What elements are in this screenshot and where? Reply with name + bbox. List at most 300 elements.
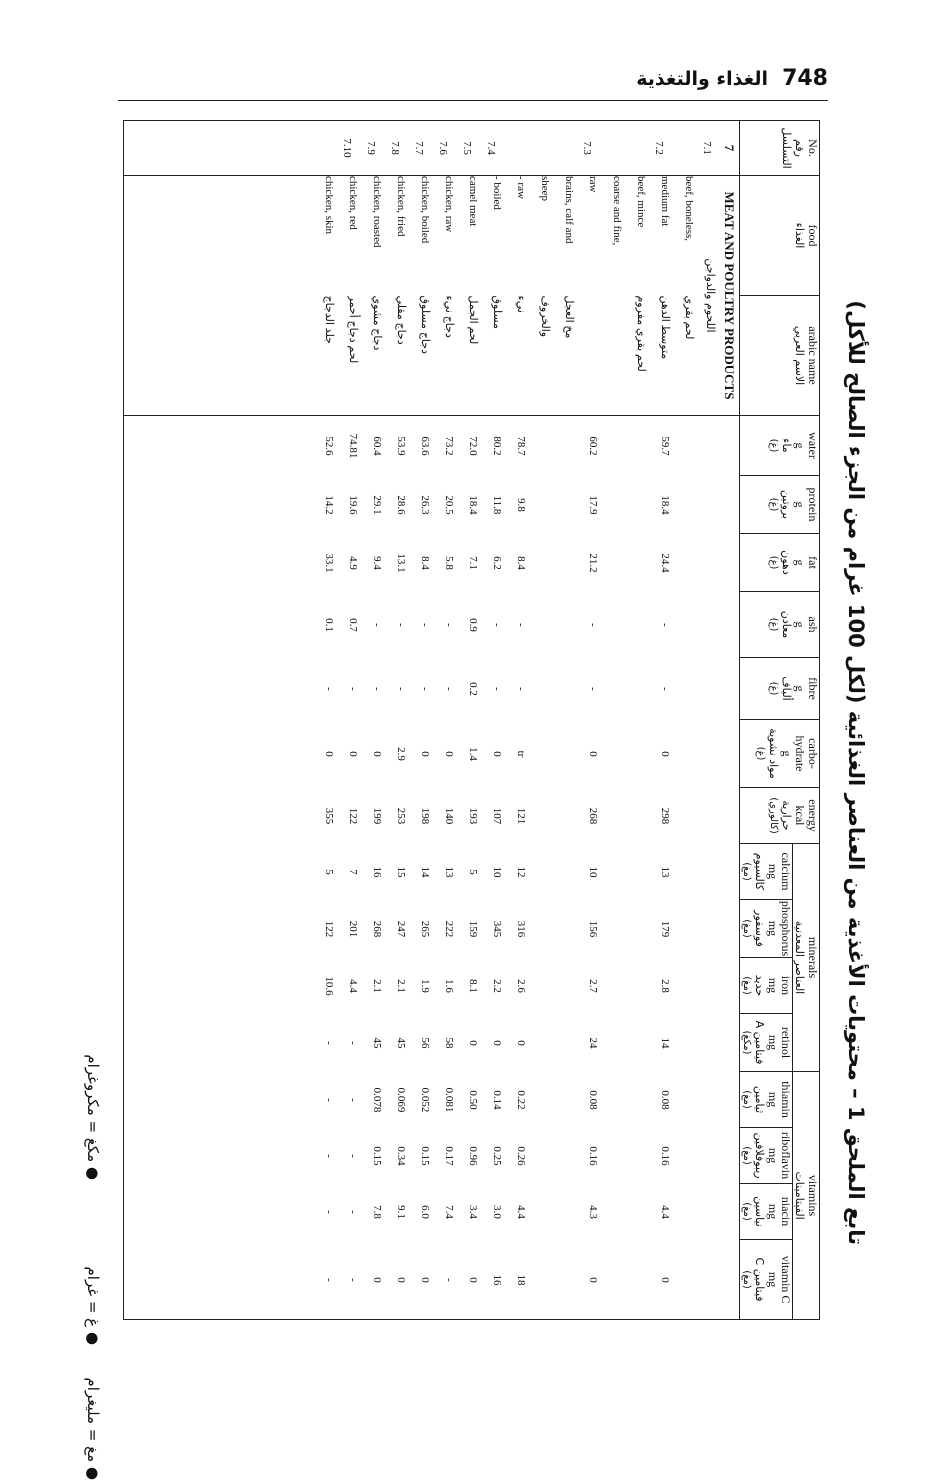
header-abbr: (مغ) — [741, 1270, 752, 1289]
value-cell: 0 — [659, 1277, 671, 1283]
value-cell: - — [443, 623, 455, 627]
col-header-fibre — [740, 658, 820, 720]
header-text-ar: ماء — [780, 438, 793, 453]
value-cell: 7 — [347, 869, 359, 875]
header-text-ar: ألياف — [780, 676, 793, 701]
header-text: energy — [806, 799, 820, 832]
running-head-rule — [118, 100, 828, 101]
value-cell: 0.15 — [419, 1146, 431, 1166]
header-text: riboflavin — [779, 1131, 793, 1180]
value-cell: 56 — [419, 1037, 431, 1049]
value-cell: - — [347, 1278, 359, 1282]
food-name-line: camel meat — [467, 176, 479, 227]
food-names-cell — [124, 176, 740, 416]
header-abbr: (مغ) — [741, 976, 752, 995]
header-text-ar: معادن — [780, 610, 793, 639]
arabic-name-line: دجاج مشوي — [371, 295, 383, 351]
arabic-name-line: جلد الدجاج — [323, 295, 335, 344]
value-cell: 13 — [443, 866, 455, 878]
value-cell: 0 — [371, 751, 383, 757]
value-cell: 10 — [491, 866, 503, 878]
legend-item: ● غ = غرام — [84, 1266, 102, 1345]
header-abbr: (مكغ) — [741, 1030, 752, 1055]
value-cell: 16 — [371, 866, 383, 878]
row-number: 7.2 — [653, 141, 665, 155]
value-cell: 122 — [347, 807, 359, 825]
table-row — [341, 416, 365, 1319]
value-cell: - — [323, 1154, 335, 1158]
col-header-retinol — [740, 1014, 793, 1072]
value-cell: - — [323, 1041, 335, 1045]
value-cell: tr — [515, 750, 527, 758]
header-text-ar: الفيتامينات — [793, 1171, 806, 1220]
value-cell: 26.3 — [419, 495, 431, 515]
col-header-calcium — [740, 844, 793, 900]
value-cell: 14 — [659, 1037, 671, 1049]
value-cell: 9.1 — [395, 1205, 407, 1219]
value-cell: 14 — [419, 866, 431, 878]
value-cell: 16 — [491, 1274, 503, 1286]
section-title-ar: اللحوم والدواجن — [704, 258, 717, 333]
col-header-vitamin-c — [740, 1240, 793, 1320]
header-text-ar: فيتامين A — [753, 1020, 766, 1065]
value-cell: 0 — [491, 751, 503, 757]
food-name — [509, 176, 533, 296]
arabic-name — [341, 296, 365, 416]
table-row — [413, 416, 437, 1319]
header-abbr: (مغ) — [741, 1202, 752, 1221]
col-header-phosphorus — [740, 900, 793, 958]
col-header-riboflavin — [740, 1128, 793, 1184]
row-number — [503, 121, 527, 175]
table-caption-text: تابع الملحق 1 – محتويات الأغذية من العناصر الغذائية (لكل 100 غرام من الجزء الصالح للأكل) — [844, 300, 868, 1245]
header-text: fibre — [806, 677, 820, 700]
value-cell: 193 — [467, 807, 479, 825]
arabic-name — [461, 296, 485, 416]
header-unit: mg — [766, 1034, 780, 1051]
food-name — [365, 176, 389, 296]
value-cell: 0.14 — [491, 1090, 503, 1110]
value-cell: 8.1 — [467, 979, 479, 993]
col-group-minerals — [793, 844, 820, 1072]
value-cell: 5.8 — [443, 556, 455, 570]
header-text-ar: ريبوفلافين — [753, 1132, 766, 1179]
value-cell: - — [395, 623, 407, 627]
col-header-ash — [740, 592, 820, 658]
header-text: phosphorus — [779, 900, 793, 957]
col-header-niacin — [740, 1184, 793, 1240]
header-unit: mg — [766, 977, 780, 994]
header-unit: g — [793, 685, 807, 692]
value-cell: 0.26 — [515, 1146, 527, 1166]
arabic-name — [581, 296, 653, 416]
row-number — [527, 121, 551, 175]
header-text: arabic name — [806, 326, 820, 385]
header-unit: kcal — [793, 805, 807, 826]
value-cell: 6.0 — [419, 1205, 431, 1219]
value-cell: 222 — [443, 920, 455, 938]
value-cell: 0.081 — [443, 1087, 455, 1113]
food-name-line: chicken, roasted — [371, 176, 383, 248]
value-cell: - — [347, 687, 359, 691]
value-cell: 0.16 — [587, 1146, 599, 1166]
value-cell: - — [419, 623, 431, 627]
value-cell: - — [371, 623, 383, 627]
table-row — [581, 416, 653, 1319]
value-cell: 4.4 — [347, 979, 359, 993]
legend-text: مغ = مليغرام — [84, 1377, 102, 1463]
value-cell: 72.0 — [467, 436, 479, 456]
arabic-name — [365, 296, 389, 416]
header-unit: g — [793, 559, 807, 566]
arabic-name — [485, 296, 509, 416]
value-cell: 5 — [467, 869, 479, 875]
value-cell: 159 — [467, 920, 479, 938]
value-cell: 33.1 — [323, 553, 335, 573]
food-name — [533, 176, 581, 296]
value-cell: 3.4 — [467, 1205, 479, 1219]
value-cell: - — [347, 1210, 359, 1214]
food-name — [437, 176, 461, 296]
arabic-name-line: لحم الجمل — [467, 295, 479, 345]
food-name-line: chicken, skin — [323, 176, 335, 235]
food-name-line: raw — [587, 176, 599, 193]
value-cell: 298 — [659, 807, 671, 825]
unit-legend — [78, 880, 118, 1480]
header-unit: mg — [766, 1271, 780, 1288]
arabic-name-list — [317, 296, 701, 416]
value-cell: 0.96 — [467, 1146, 479, 1166]
value-cell: 121 — [515, 807, 527, 825]
table-row — [485, 416, 509, 1319]
food-name-line: sheep — [539, 176, 551, 202]
arabic-name-line: دجاج مسلوق — [419, 295, 431, 354]
value-cell: 2.6 — [515, 979, 527, 993]
value-cell: 0.17 — [443, 1146, 455, 1166]
header-abbr: (غ) — [768, 438, 779, 453]
value-cell: 0.2 — [467, 682, 479, 696]
header-text: protein — [806, 487, 820, 522]
section-title: MEAT AND POULTRY PRODUCTS — [722, 191, 737, 400]
arabic-name-line: متوسط الدهن — [659, 295, 671, 360]
value-cell: 345 — [491, 920, 503, 938]
row-number: 7.7 — [413, 141, 425, 155]
value-cell: - — [491, 623, 503, 627]
header-abbr: (مغ) — [741, 919, 752, 938]
value-cell: 6.2 — [491, 556, 503, 570]
value-cell: 17.9 — [587, 495, 599, 515]
col-header-energy — [740, 788, 820, 844]
arabic-name-line: نيء — [515, 295, 527, 313]
value-cell: 198 — [419, 807, 431, 825]
header-text: iron — [779, 975, 793, 996]
value-cell: 199 — [371, 807, 383, 825]
value-cell: 10 — [587, 866, 599, 878]
value-cell: 60.2 — [587, 436, 599, 456]
value-cell: - — [323, 1210, 335, 1214]
value-cell: 2.8 — [659, 979, 671, 993]
header-text: niacin — [779, 1196, 793, 1227]
header-unit: mg — [766, 1091, 780, 1108]
value-cell: 0 — [443, 751, 455, 757]
value-cell: 8.4 — [419, 556, 431, 570]
col-header-no — [740, 121, 820, 176]
value-cell: 9.4 — [371, 556, 383, 570]
food-name — [653, 176, 701, 296]
row-number: 7.6 — [437, 141, 449, 155]
value-cell: 1.6 — [443, 979, 455, 993]
value-cell: 18 — [515, 1274, 527, 1286]
value-cell: - — [659, 687, 671, 691]
header-text: food — [806, 224, 820, 247]
col-header-iron — [740, 958, 793, 1014]
running-head-title: الغذاء والتغذية — [636, 68, 768, 90]
value-cell: 0.052 — [419, 1087, 431, 1113]
value-cell: 0 — [419, 751, 431, 757]
value-cell: 7.8 — [371, 1205, 383, 1219]
arabic-name-line: دجاج نيء — [443, 295, 455, 338]
value-cell: - — [347, 1041, 359, 1045]
arabic-name-line: لحم دجاج أحمر — [347, 295, 359, 364]
value-cell: 355 — [323, 807, 335, 825]
value-cell: 74.81 — [347, 433, 359, 459]
value-cell: 0.16 — [659, 1146, 671, 1166]
row-number: 7.4 — [485, 141, 497, 155]
value-cell: - — [491, 687, 503, 691]
value-cell: - — [515, 623, 527, 627]
header-text: No. — [806, 139, 820, 157]
arabic-name — [413, 296, 437, 416]
header-text: carbo- hydrate — [793, 735, 820, 772]
row-number: 7.10 — [341, 138, 353, 158]
header-abbr: (غ) — [768, 681, 779, 696]
header-text-ar: العناصر المعدنية — [793, 920, 806, 995]
header-unit: mg — [766, 863, 780, 880]
header-text: thiamin — [779, 1081, 793, 1118]
value-cell: 15 — [395, 866, 407, 878]
table-caption — [838, 300, 874, 1245]
value-cell: - — [323, 1098, 335, 1102]
arabic-name-line — [581, 296, 605, 416]
arabic-name-line: لحم بقري مفروم — [635, 295, 647, 372]
header-abbr: (كالوري) — [768, 797, 779, 834]
food-name-line: beef, mince — [635, 176, 647, 228]
value-cell: 0 — [395, 1277, 407, 1283]
header-text: retinol — [779, 1026, 793, 1059]
value-cell: 0 — [323, 751, 335, 757]
value-cell: 107 — [491, 807, 503, 825]
header-text-ar: حرارية — [780, 800, 793, 831]
col-header-protein — [740, 476, 820, 534]
header-abbr: (غ) — [768, 617, 779, 632]
legend-text: مكغ = مكروغرام — [84, 1054, 102, 1163]
header-text: water — [806, 432, 820, 459]
value-cell: 0.7 — [347, 618, 359, 632]
table-row — [509, 416, 533, 1319]
value-cell: - — [395, 687, 407, 691]
value-cell: 60.4 — [371, 436, 383, 456]
value-cell: 14.2 — [323, 495, 335, 515]
value-cell: 19.6 — [347, 495, 359, 515]
value-cell: - — [419, 687, 431, 691]
food-name-line: coarse and fine, — [611, 176, 623, 246]
food-name-line: medium fat — [659, 176, 671, 227]
value-cell: - — [323, 1278, 335, 1282]
header-text: calcium — [779, 852, 793, 891]
value-cell: 0 — [467, 1040, 479, 1046]
value-cell: 0 — [515, 1040, 527, 1046]
value-cell: 140 — [443, 807, 455, 825]
arabic-name-line: والخروف — [539, 295, 551, 338]
header-text: fat — [806, 556, 820, 569]
value-cell: 0.34 — [395, 1146, 407, 1166]
food-name-line: brains, calf and — [563, 176, 575, 244]
header-text: vitamins — [806, 1174, 820, 1217]
value-cell: 73.2 — [443, 436, 455, 456]
value-cell: 45 — [395, 1037, 407, 1049]
value-cell: 0.078 — [371, 1087, 383, 1113]
header-unit: g — [793, 501, 807, 508]
col-group-vitamins — [793, 1072, 820, 1320]
section-number: 7 — [722, 144, 737, 152]
value-cell: 268 — [371, 920, 383, 938]
header-abbr: (غ) — [768, 555, 779, 570]
value-cell: 4.4 — [515, 1205, 527, 1219]
value-cell: 0 — [659, 751, 671, 757]
value-cell: 7.4 — [443, 1205, 455, 1219]
header-unit: mg — [766, 920, 780, 937]
food-name-line: chicken, red — [347, 176, 359, 230]
value-cell: 28.6 — [395, 495, 407, 515]
header-text-ar: ثيامين — [753, 1085, 766, 1114]
value-cell: 24.4 — [659, 553, 671, 573]
food-name — [389, 176, 413, 296]
value-cell: 0.9 — [467, 618, 479, 632]
col-header-fat — [740, 534, 820, 592]
value-cell: 53.9 — [395, 436, 407, 456]
nutrient-table — [123, 120, 820, 1320]
value-cell: 0.22 — [515, 1090, 527, 1110]
value-cell: 78.7 — [515, 436, 527, 456]
arabic-name — [317, 296, 341, 416]
value-cell: 2.7 — [587, 979, 599, 993]
header-text-ar: رقم — [793, 139, 806, 157]
running-head — [118, 60, 828, 100]
arabic-name — [509, 296, 533, 416]
row-numbers — [335, 121, 719, 175]
value-cell: 20.5 — [443, 495, 455, 515]
header-text-ar: الغذاء — [793, 222, 806, 249]
legend-item: ● مغ = مليغرام — [84, 1377, 102, 1480]
value-cell: 18.4 — [659, 495, 671, 515]
value-cell: 0 — [347, 751, 359, 757]
value-cell: 10.6 — [323, 976, 335, 996]
value-cell: 59.7 — [659, 436, 671, 456]
col-header-carbohydrate — [740, 720, 820, 788]
page-number: 748 — [782, 66, 828, 91]
value-cell: 4.4 — [659, 1205, 671, 1219]
food-name-list — [317, 176, 701, 296]
value-cell: - — [347, 1098, 359, 1102]
value-cell: 13 — [659, 866, 671, 878]
value-cell: 0 — [587, 1277, 599, 1283]
table-body-row — [124, 121, 740, 1320]
row-number: 7.1 — [701, 141, 713, 155]
value-cell: 201 — [347, 920, 359, 938]
food-name-line: beef, boneless, — [683, 176, 695, 242]
value-cell: 0.08 — [587, 1090, 599, 1110]
food-name-line: - boiled — [491, 176, 503, 210]
arabic-name-line: لحم بقري — [683, 295, 695, 340]
row-number: 7.5 — [461, 141, 473, 155]
row-number: 7.3 — [581, 141, 593, 155]
value-cell: 45 — [371, 1037, 383, 1049]
value-cell: - — [659, 623, 671, 627]
header-text-ar: فوسفور — [753, 910, 766, 947]
value-cell: 4.9 — [347, 556, 359, 570]
table-row — [437, 416, 461, 1319]
value-cell: 265 — [419, 920, 431, 938]
value-cell: 0 — [587, 751, 599, 757]
food-name-line: chicken, boiled — [419, 176, 431, 244]
arabic-name-line: مخ العجل — [563, 295, 575, 339]
table-row — [533, 416, 581, 1319]
col-header-arabic-name — [740, 296, 820, 416]
value-cell: 58 — [443, 1037, 455, 1049]
header-unit: mg — [766, 1147, 780, 1164]
value-cell: - — [515, 687, 527, 691]
value-cell: 24 — [587, 1037, 599, 1049]
value-cell: - — [587, 623, 599, 627]
header-text-ar: كالسيوم — [753, 852, 766, 891]
header-text-ar: فيتامين C — [753, 1257, 766, 1302]
value-cell: 0 — [491, 1040, 503, 1046]
header-text-ar: نياسين — [753, 1196, 766, 1227]
value-cell: 52.6 — [323, 436, 335, 456]
header-unit: mg — [766, 1203, 780, 1220]
value-cell: 18.4 — [467, 495, 479, 515]
value-cell: 3.0 — [491, 1205, 503, 1219]
value-cell: - — [347, 1154, 359, 1158]
arabic-name-line — [605, 296, 629, 416]
values-cell — [124, 416, 740, 1320]
header-unit: g — [793, 442, 807, 449]
col-no-cell — [124, 121, 740, 176]
col-header-food — [740, 176, 820, 296]
header-abbr: (غ) — [755, 746, 766, 761]
value-cell: 63.6 — [419, 436, 431, 456]
header-unit: g — [780, 750, 794, 757]
value-cell: 2.1 — [395, 979, 407, 993]
food-name — [581, 176, 653, 296]
header-abbr: (غ) — [768, 497, 779, 512]
arabic-name-line: مسلوق — [491, 295, 503, 330]
header-text: minerals — [806, 936, 820, 979]
food-name — [485, 176, 509, 296]
food-name-line: chicken, raw — [443, 176, 455, 233]
header-text-ar: التسلسل — [780, 127, 793, 169]
header-text-ar: مواد نشوية — [767, 728, 780, 779]
header-text: vitamin C — [779, 1255, 793, 1304]
col-header-thiamin — [740, 1072, 793, 1128]
value-cell: 268 — [587, 807, 599, 825]
value-cell: - — [443, 687, 455, 691]
value-cell: 0.50 — [467, 1090, 479, 1110]
legend-item: ● مكغ = مكروغرام — [84, 1054, 102, 1180]
food-name-line: chicken, fried — [395, 176, 407, 237]
table-row — [653, 416, 701, 1319]
value-cell: 0.15 — [371, 1146, 383, 1166]
